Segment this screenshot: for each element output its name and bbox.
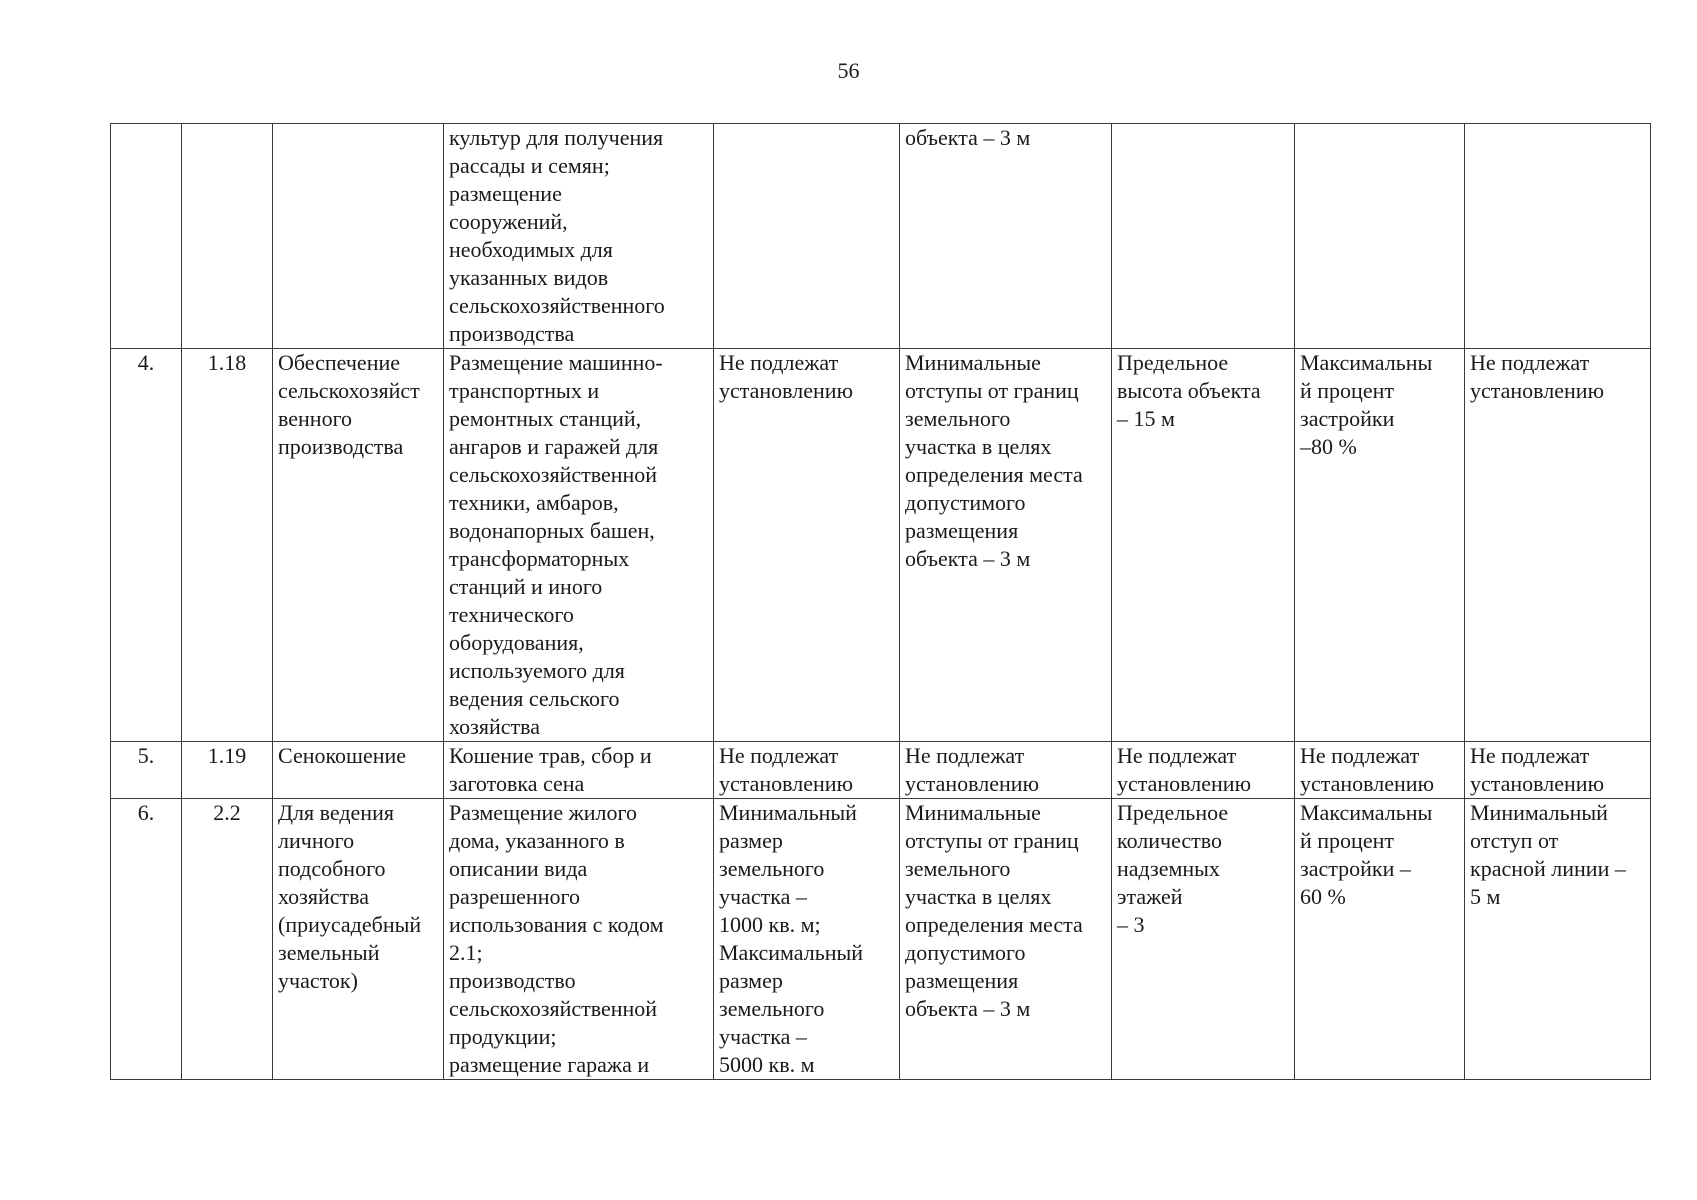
plot-size-cell: Не подлежат установлению — [714, 742, 900, 799]
use-code-cell: 2.2 — [182, 799, 273, 1080]
page-number: 56 — [837, 58, 860, 83]
row-number-cell: 4. — [111, 349, 182, 742]
coverage-cell — [1295, 124, 1465, 349]
use-description-cell: Кошение трав, сбор и заготовка сена — [444, 742, 714, 799]
plot-size-cell: Минимальный размер земельного участка – 1000 кв. м; Максимальный размер земельного участка – 5000 кв. м — [714, 799, 900, 1080]
setbacks-cell: объекта – 3 м — [900, 124, 1112, 349]
use-name-cell: Сенокошение — [273, 742, 444, 799]
setbacks-cell: Минимальные отступы от границ земельного участка в целях определения места допустимого размещения объекта – 3 м — [900, 799, 1112, 1080]
use-code-cell: 1.18 — [182, 349, 273, 742]
plot-size-cell: Не подлежат установлению — [714, 349, 900, 742]
regulations-table — [110, 123, 1651, 1080]
height-cell: Предельное количество надземных этажей – 3 — [1112, 799, 1295, 1080]
red-line-cell — [1465, 124, 1651, 349]
coverage-cell: Максимальны й процент застройки –80 % — [1295, 349, 1465, 742]
setbacks-cell: Не подлежат установлению — [900, 742, 1112, 799]
plot-size-cell — [714, 124, 900, 349]
height-cell: Не подлежат установлению — [1112, 742, 1295, 799]
use-description-cell: Размещение машинно- транспортных и ремонтных станций, ангаров и гаражей для сельскохозяйственной техники, амбаров, водонапорных башен, трансформаторных станций и иного технического оборудования, используемого для ведения сельского хозяйства — [444, 349, 714, 742]
table-row — [111, 799, 1651, 1080]
use-code-cell — [182, 124, 273, 349]
table-row — [111, 124, 1651, 349]
red-line-cell: Не подлежат установлению — [1465, 742, 1651, 799]
use-name-cell: Обеспечение сельскохозяйст венного производства — [273, 349, 444, 742]
coverage-cell: Максимальны й процент застройки – 60 % — [1295, 799, 1465, 1080]
height-cell — [1112, 124, 1295, 349]
row-number-cell — [111, 124, 182, 349]
use-description-cell: Размещение жилого дома, указанного в описании вида разрешенного использования с кодом 2.1; производство сельскохозяйственной продукции; размещение гаража и — [444, 799, 714, 1080]
setbacks-cell: Минимальные отступы от границ земельного участка в целях определения места допустимого размещения объекта – 3 м — [900, 349, 1112, 742]
row-number-cell: 5. — [111, 742, 182, 799]
use-code-cell: 1.19 — [182, 742, 273, 799]
table-row — [111, 742, 1651, 799]
coverage-cell: Не подлежат установлению — [1295, 742, 1465, 799]
use-name-cell: Для ведения личного подсобного хозяйства (приусадебный земельный участок) — [273, 799, 444, 1080]
red-line-cell: Минимальный отступ от красной линии – 5 м — [1465, 799, 1651, 1080]
red-line-cell: Не подлежат установлению — [1465, 349, 1651, 742]
row-number-cell: 6. — [111, 799, 182, 1080]
height-cell: Предельное высота объекта – 15 м — [1112, 349, 1295, 742]
table-row — [111, 349, 1651, 742]
use-name-cell — [273, 124, 444, 349]
use-description-cell: культур для получения рассады и семян; размещение сооружений, необходимых для указанных видов сельскохозяйственного производства — [444, 124, 714, 349]
